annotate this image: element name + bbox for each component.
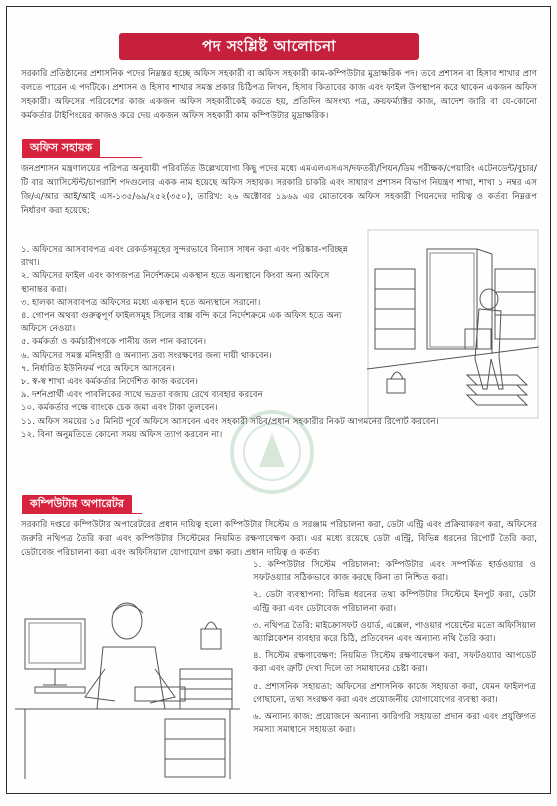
computer-operator-intro: সরকারি দপ্তরে কম্পিউটার অপারেটরের প্রধান দায়িত্ব হলো কম্পিউটার সিস্টেম ও সরঞ্জাম পরিচালনা করা, ডেটা এন্ট্রি এবং প্রক্রিয়াকরণ করা, অফিসের জরুরি নথিপত্র তৈরি করা এবং কম্পিউটার সিস্টেমের নিয়মিত রক্ষণাবেক্ষণ করা। এর মধ্যে রয়েছে ডেটা এন্ট্রি, বিভিন্ন ধরনের রিপোর্ট তৈরি করা, ডেটাবেজ পরিচালনা করা এবং অফিসিয়াল যোগাযোগ রক্ষা করা। প্রধান দায়িত্ব ও কর্তব্য xyxy=(21,520,537,558)
watermark-logo xyxy=(227,407,317,497)
document-page xyxy=(6,6,551,794)
office-helper-intro: জনপ্রশাসন মন্ত্রণালয়ের পরিপত্র অনুযায়ী পরিবর্তিত উল্লেখযোগ্য কিছু পদের মধ্যে এমএলএসএস/দফতরী/পিয়ন/ডিম পরীক্ষক/পেয়ারিং এটেনডেন্ট/বুচার/টি বার অ্যাসিস্টেন্ট/চাপরাশি পদগুলোর একক নাম হয়েছে অফিস সহায়ক। সরকারি চাকরি এবং সাধারণ প্রশাসন বিভাগ নিয়ন্ত্রণ শাখা, শাখা ১ নম্বর এস জি/এ/আর আই/আই এস-১৩৫/৬৯/২৫২(৩৫০), তারিখ: ২৬ অক্টোবর ১৯৬৯ এর মোতাবেক অফিস সহকারী পিয়নদের দায়িত্ব ও কর্তব্য নিম্নরূপ নির্ধারণ করা হয়েছে: xyxy=(21,164,537,216)
list-item: ৭. নির্ধারিত ইউনিফর্ম পরে অফিসে আসবেন। xyxy=(21,363,175,374)
intro-paragraph: সরকারি প্রতিষ্ঠানের প্রশাসনিক পদের নিম্নস্তর হচ্ছে অফিস সহকারী বা অফিস সহকারী কাম-কম্পিউটার মুদ্রাক্ষরিক পদ। তবে প্রশাসন বা হিসাব শাখার প্রাণ বলতে পারেন এ পদটিকে। প্রশাসন ও হিসাব শাখার সমস্ত প্রকার চিঠিপত্র লিখন, হিসাব কিতাবের কাজ এবং ফাইল উপস্থাপন করে থাকেন একজন অফিস সহকারী। অফিসের পরিবেশের কাজ একজন অফিস সহকারীকেই করতে হয়, প্রতিদিন অসংখ্য পত্র, ক্রয়ফর্ম্যাক্টর কাজ, আদেশ জারি বা যে-কোনো কর্মকর্তার টাইপিংয়ের কাজও করে দেয় একজন অফিস সহকারী কাম কম্পিউটার মুদ্রাক্ষরিক। xyxy=(21,69,537,121)
list-item: ৩. হালকা আসবাবপত্র অফিসের মধ্যে একস্থান হতে অন্যস্থানে সরানো। xyxy=(21,297,261,308)
computer-operator-heading: কম্পিউটার অপারেটর xyxy=(22,495,132,514)
list-item: ১০. কর্মকর্তার পক্ষে ব্যাংকে চেক জমা এবং টাকা তুলবেন। xyxy=(21,403,218,414)
office-helper-heading: অফিস সহায়ক xyxy=(22,139,100,158)
list-item: ২. ডেটা ব্যবস্থাপনা: বিভিন্ন ধরনের তথ্য কম্পিউটার সিস্টেমে ইনপুট করা, ডেটা এন্ট্রি করা এবং ডেটাবেজ পরিচালনা করা। xyxy=(253,590,536,614)
list-item: ১১. অফিস সময়ের ১৫ মিনিট পূর্বে অফিসে আসবেন এবং সহকারী সচিব/প্রধান সহকারীর নিকট আগমনের রিপোর্ট করবেন। xyxy=(21,416,439,427)
computer-operator-rule xyxy=(22,513,142,514)
list-item: ২. অফিসের ফাইল এবং কাগজপত্র নির্দেশক্রমে একস্থান হতে অন্যস্থানে কিংবা অন্য অফিসে স্থানান্তর করা। xyxy=(21,271,330,295)
list-item: ৩. নথিপত্র তৈরি: মাইক্রোসফট ওয়ার্ড, এক্সেল, পাওয়ার পয়েন্টের মতো অফিসিয়াল অ্যাপ্লিকেশন ব্যবহার করে চিঠি, প্রতিবেদন এবং অন্যান্য নথি তৈরি করা। xyxy=(253,620,536,645)
list-item: ৬. অন্যান্য কাজ: প্রয়োজনে অন্যান্য কারিগরি সহায়তা প্রদান করা এবং প্রযুক্তিগত সমস্যা সমাধানে সহায়তা করা। xyxy=(253,712,536,736)
list-item: ৪. সিস্টেম রক্ষণাবেক্ষণ: নিয়মিত সিস্টেম রক্ষণাবেক্ষণ করা, সফটওয়্যার আপডেট করা এবং ত্রুটি দেখা দিলে তা সমাধানের চেষ্টা করা। xyxy=(253,651,536,675)
computer-operator-illustration xyxy=(15,569,240,781)
computer-operator-duties xyxy=(253,559,536,741)
list-item: ৯. দর্শনপ্রার্থী এবং পাবলিকের সাথে ভদ্রতা বজায় রেখে ব্যবহার করবেন xyxy=(21,390,263,401)
list-item: ১. কম্পিউটার সিস্টেম পরিচালনা: কম্পিউটার এবং সম্পর্কিত হার্ডওয়্যার ও সফটওয়্যার সঠিকভাবে কাজ করছে কিনা তা নিশ্চিত করা। xyxy=(253,560,536,584)
list-item: ৮. স্ব-স্ব শাখা এবং কর্মকর্তার নির্দেশিত কাজ করবেন। xyxy=(21,377,199,388)
list-item: ৫. প্রশাসনিক সহায়তা: অফিসের প্রশাসনিক কাজে সহায়তা করা, যেমন ফাইলপত্র গোছানো, তথ্য সংরক্ষণ করা এবং প্রয়োজনীয় যোগাযোগের ব্যবস্থা করা। xyxy=(253,681,536,705)
office-helper-illustration xyxy=(367,229,539,419)
list-item: ৬. অফিসের সমস্ত মনিহারী ও অন্যান্য দ্রব্য সংরক্ষণের জন্য দায়ী থাকবেন। xyxy=(21,350,272,361)
list-item: ১২. বিনা অনুমতিতে কোনো সময় অফিস ত্যাগ করবেন না। xyxy=(21,429,223,440)
page-title: পদ সংশ্লিষ্ট আলোচনা xyxy=(119,33,419,60)
list-item: ৪. গোপন অথবা গুরুত্বপূর্ণ ফাইলসমূহ সিলের বাক্স বন্দি করে নির্দেশক্রমে এক অফিস হতে অন্য অফিসে নেওয়া। xyxy=(21,311,342,335)
list-item: ৫. কর্মকর্তা ও কর্মচারীগণকে পানীয় জল পান করাবেন। xyxy=(21,337,207,348)
list-item: ১. অফিসের আসবাবপত্র এবং রেকর্ডসমূহের সুন্দরভাবে বিন্যাস সাধন করা এবং পরিষ্কার-পরিচ্ছন্ন রাখা। xyxy=(21,245,348,269)
office-helper-rule xyxy=(22,157,142,158)
